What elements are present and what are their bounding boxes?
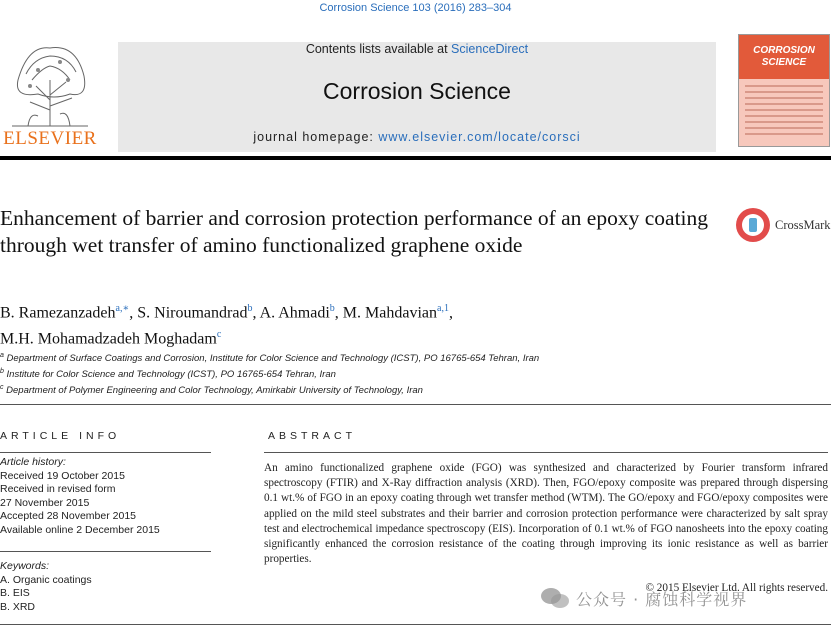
abstract-body: An amino functionalized graphene oxide (FGO) was synthesized and characterized by Fourier transform infrared spectroscopy (FTIR) and X-Ray diffraction analysis (XRD). Then, FGO/epoxy composite was prepared through dispersing 0.1 wt.% of FGO in an epoxy coating through wet transfer method (WTM). The GO/epoxy and FGO/epoxy composites were applied on the mild steel substrates and their barrier and corrosion protection performance were characterized by salt spray test and electrochemical impedance spectroscopy (EIS). Incorporation of 0.1 wt.% of FGO nanosheets into the epoxy coating significantly enhanced the corrosion resistance of the coating through improving its ionic resistance as well as barrier properties. <box>264 462 828 566</box>
cover-text-lines <box>745 85 823 139</box>
contents-availability <box>118 42 716 56</box>
cover-title-line2: SCIENCE <box>761 57 807 68</box>
keywords-block <box>0 560 211 614</box>
history-entry: Accepted 28 November 2015 <box>0 510 137 522</box>
affiliation-item <box>0 381 720 397</box>
homepage-link[interactable]: www.elsevier.com/locate/corsci <box>378 130 581 144</box>
keyword-item[interactable]: B. EIS <box>0 587 30 599</box>
article-info-rule <box>0 452 211 453</box>
history-entry: Available online 2 December 2015 <box>0 523 160 536</box>
crossmark-icon <box>736 208 770 242</box>
author-name[interactable]: A. Ahmadi <box>259 304 330 322</box>
cover-title-line1: CORROSION <box>753 45 815 56</box>
copyright-notice: © 2015 Elsevier Ltd. All rights reserved. <box>645 582 828 594</box>
article-info-heading: ARTICLE INFO <box>0 430 121 442</box>
watermark-text: 公众号 · 腐蚀科学视界 <box>576 590 748 609</box>
author-list <box>0 298 720 351</box>
author-name[interactable]: S. Niroumandrad <box>137 304 248 322</box>
sciencedirect-link[interactable]: ScienceDirect <box>451 42 529 56</box>
wechat-icon <box>540 587 570 609</box>
author-affiliation-link[interactable]: b <box>247 303 253 314</box>
author-separator: , <box>129 304 138 322</box>
history-entry: Received 19 October 2015 <box>0 469 125 482</box>
journal-masthead <box>118 42 716 152</box>
affiliation-text: Department of Polymer Engineering and Color Technology, Amirkabir University of Technology, Iran <box>6 385 423 397</box>
homepage-prefix: journal homepage: <box>253 130 379 144</box>
history-label: Article history: <box>0 456 66 468</box>
author-separator: , <box>334 304 343 322</box>
keywords-rule <box>0 551 211 552</box>
author-affiliation-link[interactable]: a,∗ <box>115 303 130 314</box>
wechat-watermark <box>540 585 820 611</box>
author-name[interactable]: M. Mahdavian <box>342 304 437 322</box>
author-separator: , <box>252 304 260 322</box>
affiliation-key: b <box>0 368 4 376</box>
contents-prefix: Contents lists available at <box>305 42 452 56</box>
journal-title[interactable]: Corrosion Science <box>323 78 511 104</box>
affiliation-item <box>0 349 720 365</box>
abstract-heading: ABSTRACT <box>268 430 357 442</box>
keywords-label: Keywords: <box>0 560 50 572</box>
author-affiliation-link[interactable]: c <box>216 329 222 341</box>
author-separator: , <box>448 304 453 322</box>
history-entry: 27 November 2015 <box>0 496 90 509</box>
article-history <box>0 456 211 537</box>
affiliation-key: c <box>0 384 4 392</box>
cover-title <box>739 45 829 69</box>
abstract-rule <box>264 452 828 453</box>
bottom-rule <box>0 624 831 625</box>
author-name[interactable]: M.H. Mohamadzadeh Moghadam <box>0 330 217 348</box>
crossmark-label: CrossMark <box>775 218 831 232</box>
affiliation-list <box>0 349 720 397</box>
affiliation-divider <box>0 404 831 405</box>
masthead-divider <box>0 156 831 160</box>
elsevier-wordmark: ELSEVIER <box>3 128 97 149</box>
affiliation-text: Department of Surface Coatings and Corrosion, Institute for Color Science and Technology (ICST), PO 16765-654 Tehran, Iran <box>6 353 540 365</box>
affiliation-item <box>0 365 720 381</box>
author-name[interactable]: B. Ramezanzadeh <box>0 304 116 322</box>
journal-citation[interactable]: Corrosion Science 103 (2016) 283–304 <box>319 2 512 14</box>
keyword-item[interactable]: A. Organic coatings <box>0 573 92 586</box>
history-entry: Received in revised form <box>0 483 116 495</box>
affiliation-key: a <box>0 352 4 359</box>
journal-homepage <box>118 130 716 144</box>
author-affiliation-link[interactable]: b <box>329 303 335 314</box>
author-affiliation-link[interactable]: a,1 <box>437 303 449 314</box>
keyword-item[interactable]: B. XRD <box>0 600 36 613</box>
affiliation-text: Institute for Color Science and Technology (ICST), PO 16765-654 Tehran, Iran <box>6 369 336 381</box>
elsevier-tree-icon <box>8 40 92 128</box>
article-title: Enhancement of barrier and corrosion protection performance of an epoxy coating through wet transfer of amino functionalized graphene oxide <box>0 206 709 257</box>
crossmark-badge[interactable] <box>736 208 831 244</box>
journal-cover-thumbnail[interactable] <box>738 34 830 147</box>
elsevier-logo[interactable] <box>0 40 100 152</box>
